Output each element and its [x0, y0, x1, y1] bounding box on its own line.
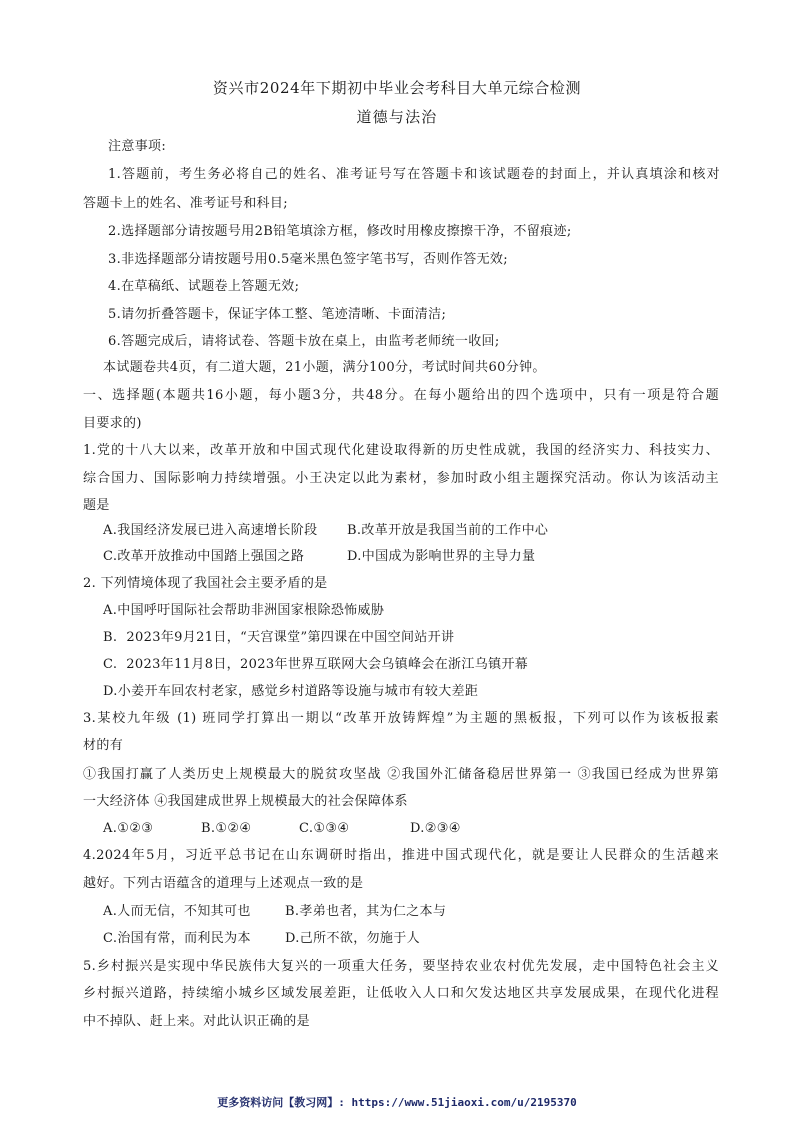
notice-item-1: 1.答题前，考生务必将自己的姓名、准考证号写在答题卡和该试题卷的封面上，并认真填涂和核对 — [108, 167, 720, 182]
q4-option-c: C.治国有常，而利民为本 — [103, 931, 251, 946]
notice-item-2: 2.选择题部分请按题号用2B铅笔填涂方框，修改时用橡皮擦擦干净，不留痕迹; — [108, 224, 572, 239]
exam-summary: 本试题卷共4页，有二道大题，21小题，满分100分，考试时间共60分钟。 — [103, 360, 546, 375]
q1-stem-line-3: 题是 — [83, 498, 110, 513]
notice-heading: 注意事项: — [108, 139, 167, 154]
q3-option-a: A.①②③ — [103, 821, 154, 836]
exam-title: 资兴市2024年下期初中毕业会考科目大单元综合检测 — [212, 79, 582, 97]
q1-option-d: D.中国成为影响世界的主导力量 — [347, 549, 536, 564]
q5-stem-line-1: 5.乡村振兴是实现中华民族伟大复兴的一项重大任务，要坚持农业农村优先发展，走中国特色社会主义 — [83, 959, 719, 974]
section-1-heading: 一、选择题(本题共16小题，每小题3分，共48分。在每小题给出的四个选项中，只有一项是符合题 — [83, 388, 719, 403]
q2-option-b: B. 2023年9月21日，“天宫课堂”第四课在中国空间站开讲 — [103, 630, 455, 645]
q3-stem-line-2: 材的有 — [83, 738, 124, 753]
q4-stem-line-1: 4.2024年5月，习近平总书记在山东调研时指出，推进中国式现代化，就是要让人民群众的生活越来 — [83, 848, 719, 863]
q2-option-d: D.小姜开车回农村老家，感觉乡村道路等设施与城市有较大差距 — [103, 684, 479, 699]
q4-option-b: B.孝弟也者，其为仁之本与 — [285, 904, 447, 919]
q5-stem-line-2: 乡村振兴道路，持续缩小城乡区域发展差距，让低收入人口和欠发达地区共享发展成果，在现代化进程 — [83, 986, 719, 1001]
q3-stem-line-1: 3.某校九年级 (1) 班同学打算出一期以“改革开放铸辉煌”为主题的黑板报，下列可以作为该板报素 — [83, 711, 719, 726]
q3-option-c: C.①③④ — [299, 821, 350, 836]
q4-stem-line-2: 越好。下列古语蕴含的道理与上述观点一致的是 — [83, 876, 364, 891]
q1-option-b: B.改革开放是我国当前的工作中心 — [347, 523, 549, 538]
q2-option-c: C. 2023年11月8日，2023年世界互联网大会乌镇峰会在浙江乌镇开幕 — [103, 657, 529, 672]
q1-stem-line-2: 综合国力、国际影响力持续增强。小王决定以此为素材，参加时政小组主题探究活动。你认为该活动主 — [83, 471, 719, 486]
q2-stem: 2. 下列情境体现了我国社会主要矛盾的是 — [83, 576, 328, 591]
q3-statements-line-1: ①我国打赢了人类历史上规模最大的脱贫攻坚战 ②我国外汇储备稳居世界第一 ③我国已经成为世界第 — [83, 767, 719, 782]
notice-item-5: 5.请勿折叠答题卡，保证字体工整、笔迹清晰、卡面清洁; — [108, 307, 447, 322]
exam-subject: 道德与法治 — [356, 108, 438, 126]
q2-option-a: A.中国呼吁国际社会帮助非洲国家根除恐怖威胁 — [103, 603, 385, 618]
q5-stem-line-3: 中不掉队、赶上来。对此认识正确的是 — [83, 1014, 310, 1029]
q4-option-a: A.人而无信，不知其可也 — [103, 904, 251, 919]
q4-option-d: D.己所不欲，勿施于人 — [285, 931, 420, 946]
q3-statements-line-2: 一大经济体 ④我国建成世界上规模最大的社会保障体系 — [83, 794, 408, 809]
notice-item-3: 3.非选择题部分请按题号用0.5毫米黑色签字笔书写，否则作答无效; — [108, 252, 509, 267]
notice-item-6: 6.答题完成后，请将试卷、答题卡放在桌上，由监考老师统一收回; — [108, 334, 500, 349]
q3-option-d: D.②③④ — [410, 821, 461, 836]
q1-option-c: C.改革开放推动中国踏上强国之路 — [103, 549, 305, 564]
footer-link[interactable]: 更多资料访问【教习网】: https://www.51jiaoxi.com/u/2195370 — [217, 1096, 577, 1109]
section-1-heading-cont: 目要求的) — [83, 416, 142, 431]
q3-option-b: B.①②④ — [201, 821, 252, 836]
q1-option-a: A.我国经济发展已进入高速增长阶段 — [103, 523, 318, 538]
notice-item-4: 4.在草稿纸、试题卷上答题无效; — [108, 279, 300, 294]
notice-item-1-cont: 答题卡上的姓名、准考证号和科目; — [83, 196, 288, 211]
q1-stem-line-1: 1.党的十八大以来，改革开放和中国式现代化建设取得新的历史性成就，我国的经济实力、科技实力、 — [83, 443, 719, 458]
